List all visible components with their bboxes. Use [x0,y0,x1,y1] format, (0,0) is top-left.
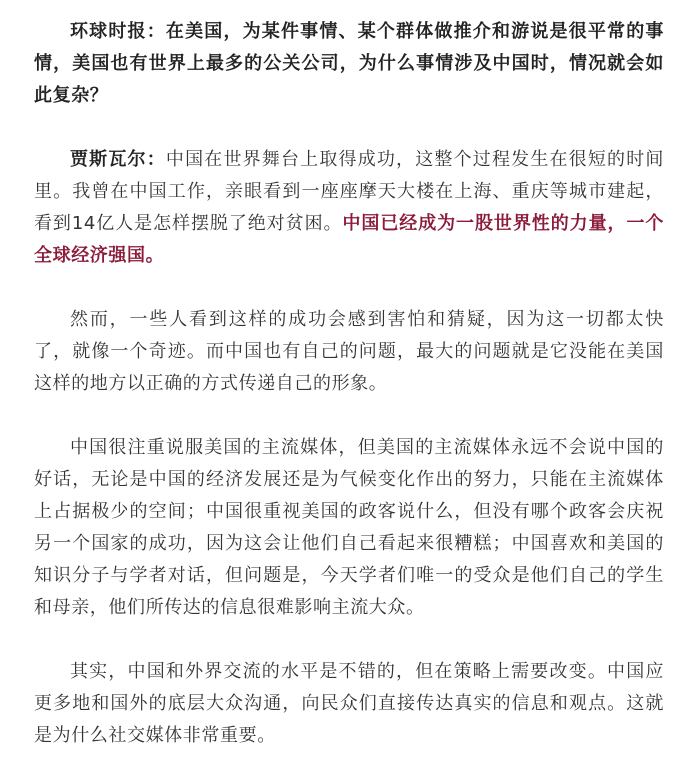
paragraph-text: 然而，一些人看到这样的成功会感到害怕和猜疑，因为这一切都太快了，就像一个奇迹。而中国也有自己的问题，最大的问题就是它没能在美国这样的地方以正确的方式传递自己的形象。 [34,309,664,394]
paragraph-answer-2 [34,304,664,400]
highlighted-quote: 中国已经成为一股世界性的力量，一个全球经济强国。 [34,213,664,266]
paragraph-answer-4 [34,656,664,752]
paragraph-text: 其实，中国和外界交流的水平是不错的，但在策略上需要改变。中国应更多地和国外的底层大众沟通，向民众们直接传达真实的信息和观点。这就是为什么社交媒体非常重要。 [34,661,664,746]
answer-text: 中国在世界舞台上取得成功，这整个过程发生在很短的时间里。我曾在中国工作，亲眼看到一座座摩天大楼在上海、重庆等城市建起，看到14亿人是怎样摆脱了绝对贫困。 [34,149,664,234]
paragraph-question [34,16,664,112]
paragraph-answer-1 [34,144,664,272]
paragraph-text: 中国很注重说服美国的主流媒体，但美国的主流媒体永远不会说中国的好话，无论是中国的经济发展还是为气候变化作出的努力，只能在主流媒体上占据极少的空间；中国很重视美国的政客说什么，但没有哪个政客会庆祝另一个国家的成功，因为这会让他们自己看起来很糟糕；中国喜欢和美国的知识分子与学者对话，但问题是，今天学者们唯一的受众是他们自己的学生和母亲，他们所传达的信息很难影响主流大众。 [34,437,664,618]
paragraph-answer-3 [34,432,664,624]
question-text: 在美国，为某件事情、某个群体做推介和游说是很平常的事情，美国也有世界上最多的公关公司，为什么事情涉及中国时，情况就会如此复杂？ [34,21,664,106]
interviewer-label: 环球时报： [70,21,166,42]
interviewee-label: 贾斯瓦尔： [70,149,166,170]
